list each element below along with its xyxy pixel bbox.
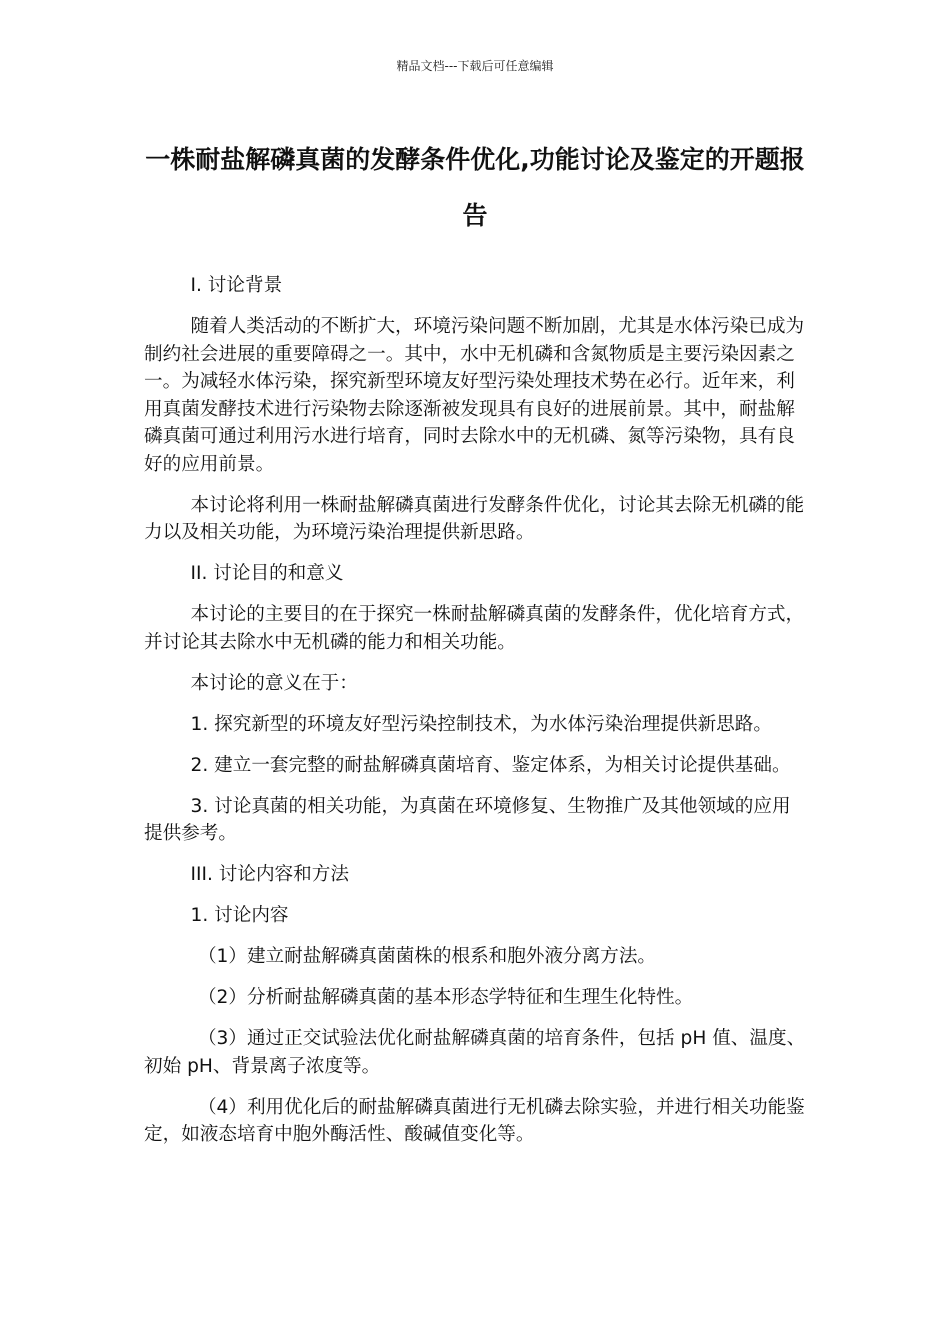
list-item: 1. 探究新型的环境友好型污染控制技术，为水体污染治理提供新思路。 (190, 713, 772, 735)
list-item: 2. 建立一套完整的耐盐解磷真菌培育、鉴定体系，为相关讨论提供基础。 (190, 754, 791, 776)
sub-item: （1）建立耐盐解磷真菌菌株的根系和胞外液分离方法。 (197, 946, 657, 967)
list-item: 3. 讨论真菌的相关功能，为真菌在环境修复、生物推广及其他领域的应用提供参考。 (144, 795, 791, 844)
section-heading: I. 讨论背景 (190, 275, 283, 296)
page-header: 精品文档---下载后可任意编辑 (396, 59, 554, 73)
sub-item: （4）利用优化后的耐盐解磷真菌进行无机磷去除实验，并进行相关功能鉴定，如液态培育中胞外酶活性、酸碱值变化等。 (144, 1096, 805, 1145)
subsection-heading: 1. 讨论内容 (190, 905, 289, 926)
sub-item: （2）分析耐盐解磷真菌的基本形态学特征和生理生化特性。 (197, 987, 694, 1008)
paragraph: 本讨论将利用一株耐盐解磷真菌进行发酵条件优化，讨论其去除无机磷的能力以及相关功能，为环境污染治理提供新思路。 (144, 494, 805, 543)
document-title: 一株耐盐解磷真菌的发酵条件优化,功能讨论及鉴定的开题报告 (145, 145, 805, 230)
paragraph: 本讨论的主要目的在于探究一株耐盐解磷真菌的发酵条件，优化培育方式，并讨论其去除水中无机磷的能力和相关功能。 (144, 604, 805, 653)
section-heading: III. 讨论内容和方法 (190, 864, 349, 885)
paragraph: 随着人类活动的不断扩大，环境污染问题不断加剧，尤其是水体污染已成为制约社会进展的重要障碍之一。其中，水中无机磷和含氮物质是主要污染因素之一。为减轻水体污染，探究新型环境友好型污染处理技术势在必行。近年来，利用真菌发酵技术进行污染物去除逐渐被发现具有良好的进展前景。其中，耐盐解磷真菌可通过利用污水进行培育，同时去除水中的无机磷、氮等污染物，具有良好的应用前景。 (144, 316, 805, 475)
sub-item: （3）通过正交试验法优化耐盐解磷真菌的培育条件，包括 pH 值、温度、初始 pH、背景离子浓度等。 (144, 1028, 806, 1077)
section-heading: II. 讨论目的和意义 (190, 563, 344, 584)
paragraph: 本讨论的意义在于： (190, 672, 358, 694)
document-body (144, 272, 808, 1162)
